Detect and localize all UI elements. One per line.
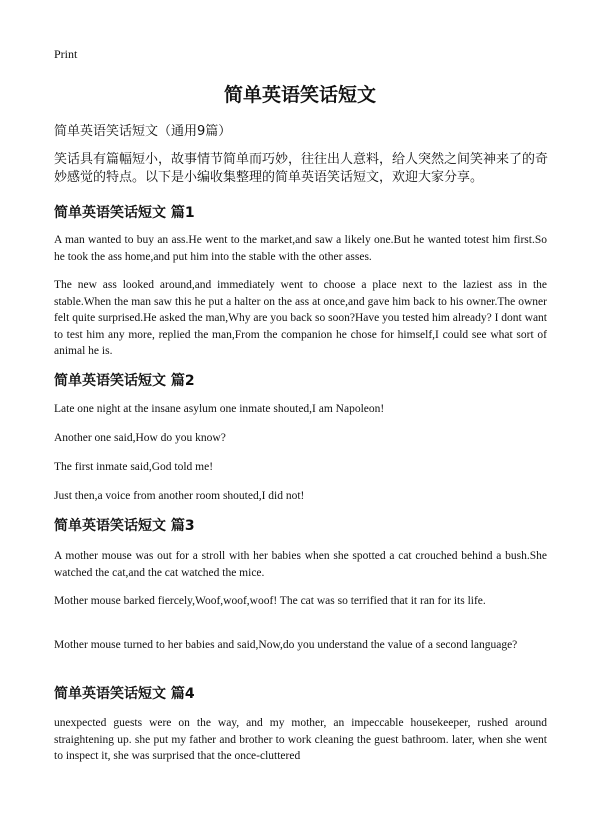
intro-paragraph: 笑话具有篇幅短小，故事情节简单而巧妙，往往出人意料，给人突然之间笑神来了的奇妙感觉的特点。以下是小编收集整理的简单英语笑话短文，欢迎大家分享。 [54,152,549,185]
section-heading-4: 简单英语笑话短文 篇4 [54,686,195,702]
section3-paragraph-2: Mother mouse barked fiercely,Woof,woof,woof! The cat was so terrified that it ran for its life. [54,595,486,607]
section1-paragraph-2: The new ass looked around,and immediately went to choose a place next to the laziest ass in the stable.When the man saw this he put a halter on the ass at once,and gave him back to his owner.The owner felt quite surprised.He asked the man,Why are you back so soon?Have you tested him already? I dont want to test him any more, replied the man,From the companion he chose for himself,I could see what sort of animal he is. [54,279,547,357]
section-heading-3: 简单英语笑话短文 篇3 [54,518,195,534]
section-heading-2: 简单英语笑话短文 篇2 [54,373,195,389]
section1-paragraph-1: A man wanted to buy an ass.He went to the market,and saw a likely one.But he wanted totest him first.So he took the ass home,and put him into the stable with the other asses. [54,234,547,263]
section2-paragraph-1: Late one night at the insane asylum one inmate shouted,I am Napoleon! [54,403,385,415]
section-heading-1: 简单英语笑话短文 篇1 [54,205,195,221]
section4-paragraph-1: unexpected guests were on the way, and my mother, an impeccable housekeeper, rushed around straightening up. she put my father and brother to work cleaning the guest bathroom. later, when she went to inspect it, she was surprised that the once-cluttered [54,717,547,762]
section3-paragraph-1: A mother mouse was out for a stroll with her babies when she spotted a cat crouched behind a bush.She watched the cat,and the cat watched the mice. [54,550,547,579]
section2-paragraph-2: Another one said,How do you know? [54,432,226,444]
print-link[interactable]: Print [54,47,78,61]
page-title: 简单英语笑话短文 [223,84,376,106]
section3-paragraph-3: Mother mouse turned to her babies and said,Now,do you understand the value of a second language? [54,639,518,651]
page-subtitle: 简单英语笑话短文（通用9篇） [54,124,232,139]
section2-paragraph-4: Just then,a voice from another room shouted,I did not! [54,490,305,502]
section2-paragraph-3: The first inmate said,God told me! [54,461,214,473]
